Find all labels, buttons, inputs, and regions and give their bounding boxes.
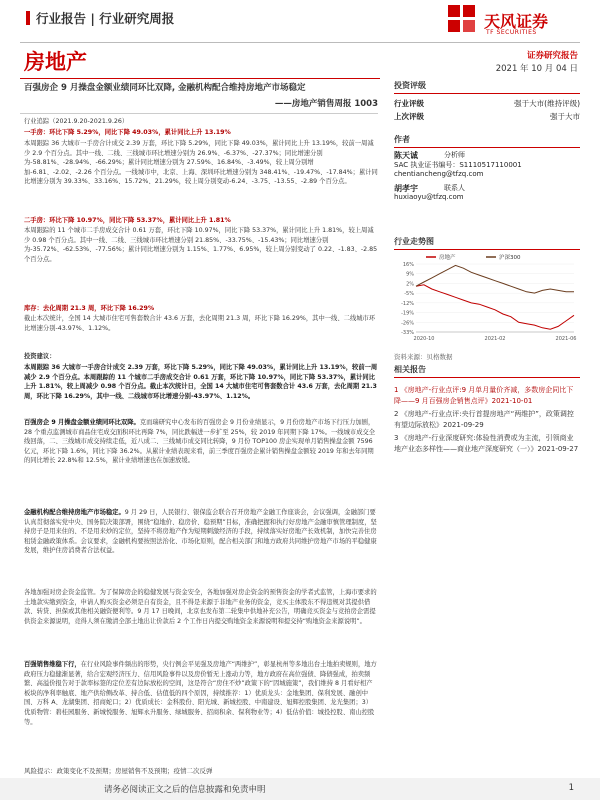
recommendation-lead: 百强销售维稳下行，: [24, 661, 81, 668]
paragraph-supervision: 各地加强对房企资金监管。为了保障房企的稳健发展与资金安全，各地加强对房企资金的预售资金的学者式监管，上海市要求的土地款实缴到资金，申请人购买资金必须是自有资金，且不得是来源于非地产业务的资金，竞买主体股东不得违规对其提供借款、转贷、担保或其他相关融资便利等。9 月 17 日晚间，北京也发布第二轮集中供地补充公告，明确竞买资金与竞拍房企需提供资金来源说明，竞得人须在缴清全部土地出让价款后 2 个工作日内提交购地资金来源说明和提交持“购地资金来源说明”。: [24, 589, 377, 625]
related-reports-list: [394, 385, 580, 454]
author-2-role: 联系人: [444, 183, 465, 192]
tf-securities-logo: [448, 5, 578, 41]
related-report-3[interactable]: 3 《房地产-行业深度研究:体验性消费或为主流，引领商业地产业态多样性——商业地产深度研究（一）》2021-09-27: [394, 434, 579, 453]
authors-section: [394, 134, 580, 203]
related-report-2[interactable]: 2 《房地产-行业点评:央行首提房地产“两维护”，政策调控有望边际放松》2021-09-29: [394, 410, 574, 429]
series-line-1: [416, 285, 574, 329]
top100-body: 克而瑞研究中心发布的百强房企 9 月份业绩显示，9 月份房地产市场下行压力加剧，28 个重点监测城市商品住宅成交面积环比再降 7%，同比跌幅进一步扩至 25%，较 2019 年同期下降 17%。一线城市成交全线回落，二、三线城市成交持续走低，近八成二、三线城市成交同比转降，9 月份 TOP100 房企实现单月销售操盘金额 7596 亿元，环比下降 1.6%，同比下降 36.2%。从累计业绩表现来看，前三季度百强房企累计销售操盘金额较 2019 年和去年同期的同比增长 22.8%和 12.5%，累计业绩增速也在加速放缓。: [24, 419, 376, 465]
paragraph-investment: 本周跟踪 36 大城市一手房合计成交 2.39 万套，环比下降 5.29%，同比下降 49.03%，累计同比上升 13.19%，较前一周减少 2.9 个百分点。本周跟踪的 11 个城市二手房成交合计 0.61 万套，环比下降 10.97%，同比下降 53.37%，累计同比上升 1.81%，较上周减少 0.98 个百分点。截止本次统计日，全国 14 大城市住宅可售套数合计 43.6 万套，去化周期 21.3 周，环比下降 16.29%，其中一线、二线城市环比增速分别-43.97%、1.12%。: [24, 364, 378, 400]
header-divider: [20, 42, 580, 43]
title-divider: [20, 78, 380, 79]
report-subheadline: ——房地产销售周报 1003: [274, 99, 378, 109]
series-line-2: [416, 265, 574, 293]
rating-section: [394, 80, 580, 123]
related-heading-wrap: [394, 364, 580, 381]
x-tick-label: 2021-02: [484, 336, 506, 342]
paragraph-new-homes: 本周跟踪 36 大城市一手房合计成交 2.39 万套，环比下降 5.29%，同比下降 49.03%，累计同比上升 13.19%，较前一周减少 2.9 个百分点。其中一线、二线、三线城市环比增速分别为 26.9%、-6.37%、-27.37%；同比增速分别为-58.81%、-28.94%、-66.29%；累计同比增速分别为 27.59%、16.84%、-3.49%，较上周分别增加-6.81、-2.02、-2.26 个百分点。一线城市中，北京、上海、深圳环比增速分别为 348.41%、-19.47%、-17.84%；累计同比增速分别为 39.33%、33.16%、15.72%、21.29%，较上周分别变动-6.24、-3.75、-13.55、-2.89 个百分点。: [24, 140, 378, 186]
summary-divider: [20, 113, 378, 114]
y-tick-label: -12%: [401, 300, 414, 307]
y-tick-label: -5%: [404, 291, 414, 298]
author-1-sac: SAC 执业证书编号：S1110517110001: [394, 160, 522, 169]
related-report-1[interactable]: 1 《房地产-行业点评:9 月单月量价齐减，多数房企同比下降——9 月百强房企销售点评》2021-10-01: [394, 386, 574, 405]
paragraph-financial: [24, 508, 378, 586]
author-2: [394, 184, 580, 203]
author-2-name: 胡孝宇: [394, 183, 418, 193]
author-1-role: 分析师: [444, 151, 465, 159]
header-title: 行业报告 | 行业研究周报: [36, 11, 175, 26]
rating-heading: 投资评级: [394, 80, 580, 94]
top100-lead: 百强房企 9 月操盘金额业绩同环比双降。: [24, 419, 140, 426]
section-heading-investment: 投资建议：: [24, 353, 56, 360]
y-tick-label: -33%: [401, 330, 414, 336]
section-heading-new-homes: 一手房：环比下降 5.29%，同比下降 49.03%，累计同比上升 13.19%: [24, 129, 231, 136]
y-tick-label: 2%: [406, 281, 414, 288]
author-1-name: 陈天诚: [394, 151, 418, 160]
paragraph-inventory: 截止本次统计，全国 14 大城市住宅可售套数合计 43.6 万套，去化周期 21.3 周，环比下降 16.29%，其中一线、二线城市环比增速分别-43.97%、1.12%。: [24, 315, 376, 332]
industry-trend-chart: [394, 250, 580, 346]
financial-lead: 金融机构配合维持房地产市场稳定。: [24, 509, 125, 516]
author-2-email[interactable]: huxiaoyu@tfzq.com: [394, 193, 464, 201]
authors-heading: 作者: [394, 134, 580, 148]
paragraph-resale: 本周跟踪的 11 个城市二手房成交合计 0.61 万套，环比下降 10.97%，同比下降 53.37%，累计同比上升 1.81%，较上周减少 0.98 个百分点。其中一线、二线、三线城市环比增速分别 21.85%、-33.75%、-15.43%；同比增速分别为-35.72%、-62.53%、-77.56%；累计同比增速分别为 1.15%、1.77%、6.95%，较上周分别变动了 0.22、-1.83、-2.85 个百分点。: [24, 227, 378, 263]
paragraph-top100: [24, 418, 378, 506]
report-headline: 百强房企 9 月操盘金额业绩同环比双降, 金融机构配合维持房地产市场稳定: [24, 83, 306, 93]
y-tick-label: -19%: [401, 310, 414, 317]
paragraph-recommendation: [24, 660, 378, 748]
logo-text-en: TF SECURITIES: [486, 29, 537, 36]
section-heading-inventory: 库存：去化周期 21.3 周，环比下降 16.29%: [24, 305, 155, 312]
sector-title: 房地产: [24, 50, 87, 74]
rating-row-industry: [394, 97, 580, 110]
page-footer: [0, 778, 600, 800]
report-date: 2021 年 10 月 04 日: [495, 64, 578, 74]
related-heading: 相关报告: [394, 364, 580, 378]
x-tick-label: 2021-06: [555, 336, 577, 342]
header-accent-bar: [26, 11, 30, 25]
logo-text-cn: 天风证券: [484, 12, 549, 31]
author-1: [394, 151, 580, 180]
industry-rating-value: 强于大市(维持评级): [514, 99, 580, 108]
chart-source: 资料来源：贝格数据: [394, 353, 453, 361]
footer-disclaimer: 请务必阅读正文之后的信息披露和免责申明: [104, 785, 266, 795]
section-label-tracking: 行业追踪（2021.9.20-2021.9.26）: [24, 118, 129, 125]
y-tick-label: 16%: [402, 262, 414, 268]
trend-chart-svg: [394, 250, 580, 346]
risk-warning: 风险提示：政策变化不及预期；房屋销售不及预期；疫情二次反弹: [24, 767, 213, 775]
section-heading-resale: 二手房：环比下降 10.97%，同比下降 53.37%，累计同比上升 1.81%: [24, 217, 231, 224]
recommendation-body: 在行业风险事件频出的形势，央行例会平见强及房地产“两维护”，彰显杭州等多地出台土地拍卖规则，地方政府压力稳健渐显著，给合宏观经济压力、信用风险事件以及房价暂无上涨动力等，地方政府在高位强债、降债强成，拍卖频繁、高溢价报告对于款率标签的定位差有边际放松的空间，这是符合“房住不炒”政策下的“因城施策”，我们维持 8 月看好相产板块的净利率触底、地产供给侧改革、持合低、估值低的四个原因，持续推荐：1）优质龙头：金地集团、保利发展、融创中国、万科 A、龙湖集团、招商蛇口；2）优质成长：金科股份、阳光城、新城控股、中南建设、旭辉控股集团、龙光集团；3）优质物管：碧桂园服务、新城悦服务、旭辉永升服务、绿城服务、招商积余、保利物业等；4）低估价值：城投控股、南山控股等。: [24, 661, 377, 726]
report-type: 证券研究报告: [526, 51, 578, 61]
financial-body: 9 月 29 日，人民银行、银保监会联合召开房地产金融工作座谈会，会议强调，金融部门要认真贯彻落实党中央、国务院决策部署，围绕“稳地价、稳房价、稳预期”目标，准确把握和执行好房地产金融审慎管理制度，坚持房子是用来住的、不是用来炒的定位，坚持不将房地产作为短期刺激经济的手段，持续落实好房地产长效机制，加快完善住房租赁金融政策体系。会议要求，金融机构要按照法治化、市场化原则，配合相关部门和地方政府共同维护房地产市场的平稳健康发展，维护住房消费者合法权益。: [24, 509, 377, 555]
x-tick-label: 2020-10: [413, 336, 435, 342]
page-header: [0, 0, 600, 42]
page-number: 1: [568, 783, 574, 793]
legend-label-2: 沪深300: [499, 255, 521, 261]
y-tick-label: -26%: [401, 320, 414, 327]
industry-rating-key: 行业评级: [394, 99, 424, 108]
logo-mark-icon: [448, 5, 478, 37]
previous-rating-key: 上次评级: [394, 112, 424, 121]
previous-rating-value: 强于大市: [550, 112, 580, 121]
rating-row-previous: [394, 110, 580, 123]
y-tick-label: 9%: [406, 271, 414, 278]
chart-heading: 行业走势图: [394, 236, 580, 250]
author-1-email[interactable]: chentiancheng@tfzq.com: [394, 170, 484, 178]
legend-label-1: 房地产: [439, 255, 456, 261]
